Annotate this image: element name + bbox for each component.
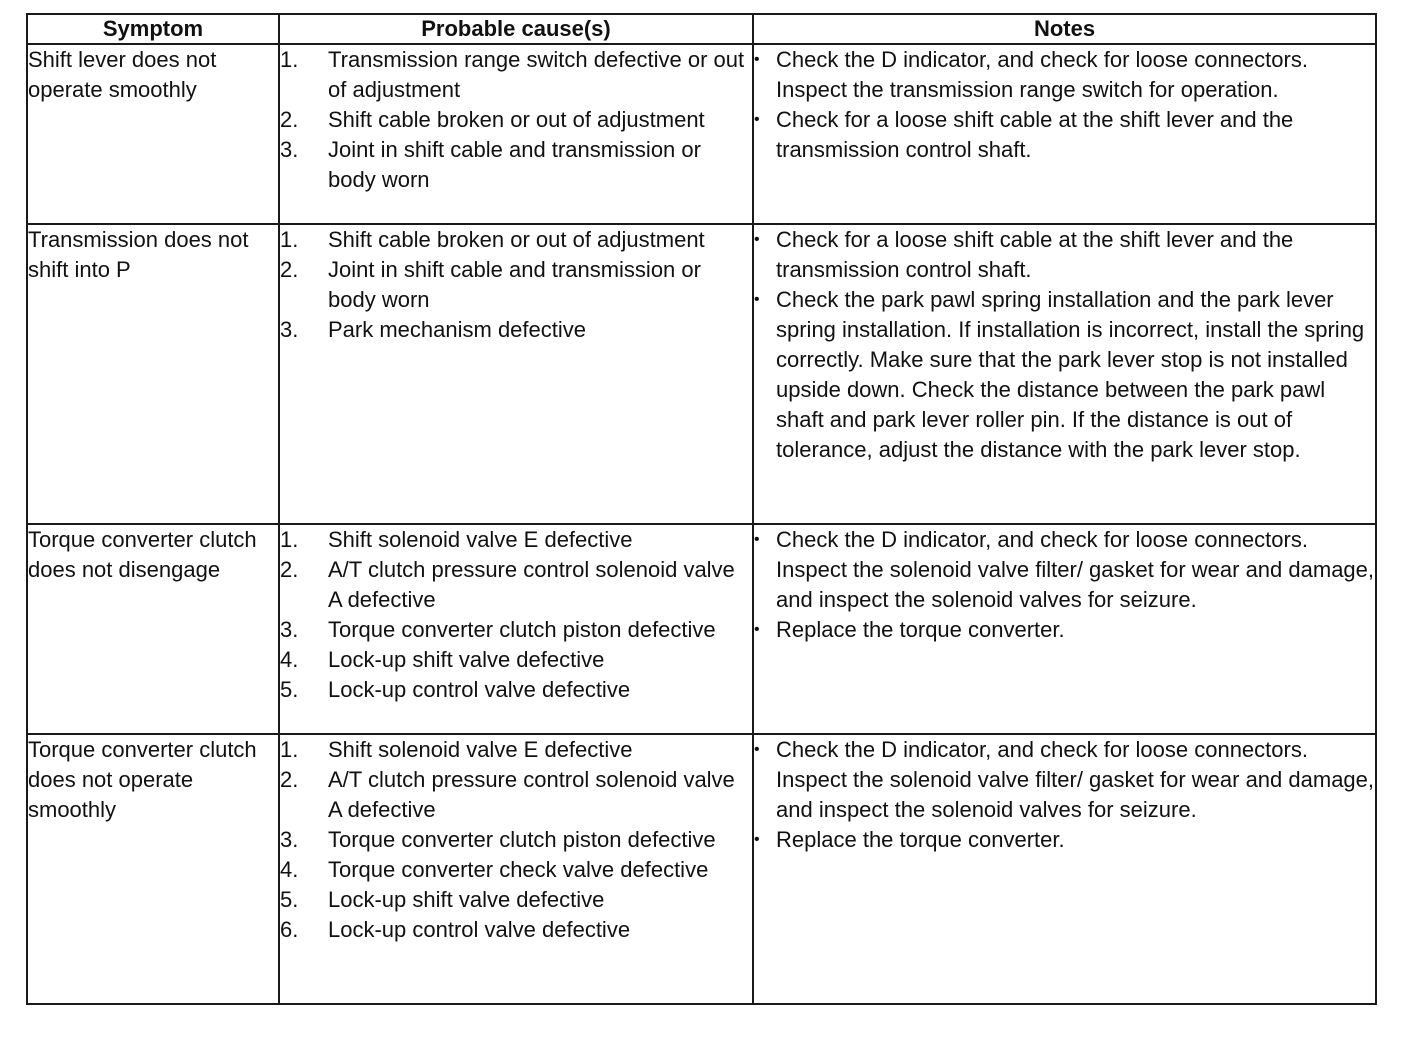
notes-list	[754, 225, 1375, 465]
cause-text: A/T clutch pressure control solenoid valve A defective	[328, 557, 735, 612]
notes-cell	[753, 734, 1376, 1004]
header-row	[27, 14, 1376, 44]
cause-item	[280, 225, 752, 255]
table-row	[27, 224, 1376, 524]
note-item	[754, 525, 1375, 615]
cause-number: 1.	[280, 227, 299, 252]
cause-item	[280, 645, 752, 675]
note-text: Check for a loose shift cable at the shift lever and the transmission control shaft.	[776, 107, 1294, 162]
table-row	[27, 524, 1376, 734]
symptom-cell: Shift lever does not operate smoothly	[27, 44, 279, 224]
cause-cell	[279, 524, 753, 734]
troubleshooting-table	[26, 13, 1377, 1005]
bullet-icon: •	[754, 621, 760, 638]
bullet-icon: •	[754, 831, 760, 848]
notes-cell	[753, 224, 1376, 524]
cause-text: Shift cable broken or out of adjustment	[328, 227, 705, 252]
header-cause: Probable cause(s)	[279, 14, 753, 44]
cause-item	[280, 555, 752, 615]
cause-list	[280, 225, 752, 345]
notes-list	[754, 735, 1375, 855]
cause-text: Torque converter clutch piston defective	[328, 617, 716, 642]
symptom-cell: Transmission does not shift into P	[27, 224, 279, 524]
symptom-cell: Torque converter clutch does not disengage	[27, 524, 279, 734]
cause-number: 4.	[280, 647, 299, 672]
symptom-cell: Torque converter clutch does not operate smoothly	[27, 734, 279, 1004]
cause-item	[280, 45, 752, 105]
cause-cell	[279, 224, 753, 524]
cause-number: 2.	[280, 107, 299, 132]
note-item	[754, 825, 1375, 855]
note-text: Check for a loose shift cable at the shift lever and the transmission control shaft.	[776, 227, 1294, 282]
cause-cell	[279, 734, 753, 1004]
bullet-icon: •	[754, 231, 760, 248]
cause-item	[280, 135, 752, 195]
cause-number: 2.	[280, 557, 299, 582]
cause-text: A/T clutch pressure control solenoid valve A defective	[328, 767, 735, 822]
cause-number: 3.	[280, 137, 299, 162]
header-symptom: Symptom	[27, 14, 279, 44]
note-text: Check the D indicator, and check for loose connectors. Inspect the solenoid valve filter/ gasket for wear and damage, and inspect the solenoid valves for seizure.	[776, 527, 1375, 612]
cause-list	[280, 45, 752, 195]
cause-number: 2.	[280, 767, 299, 792]
cause-item	[280, 615, 752, 645]
notes-cell	[753, 44, 1376, 224]
cause-item	[280, 675, 752, 705]
note-text: Check the park pawl spring installation and the park lever spring installation. If installation is incorrect, install the spring correctly. Make sure that the park lever stop is not installed upside down. Check the distance between the park pawl shaft and park lever roller pin. If the distance is out of tolerance, adjust the distance with the park lever stop.	[776, 287, 1365, 462]
cause-item	[280, 105, 752, 135]
cause-text: Torque converter clutch piston defective	[328, 827, 716, 852]
cause-text: Park mechanism defective	[328, 317, 586, 342]
note-item	[754, 105, 1375, 165]
cause-number: 1.	[280, 527, 299, 552]
cause-number: 1.	[280, 47, 299, 72]
bullet-icon: •	[754, 291, 760, 308]
cause-text: Shift cable broken or out of adjustment	[328, 107, 705, 132]
cause-text: Lock-up control valve defective	[328, 917, 631, 942]
note-text: Replace the torque converter.	[776, 827, 1065, 852]
cause-number: 2.	[280, 257, 299, 282]
cause-text: Shift solenoid valve E defective	[328, 737, 633, 762]
cause-text: Transmission range switch defective or out of adjustment	[328, 47, 745, 102]
note-item	[754, 285, 1375, 465]
note-text: Check the D indicator, and check for loose connectors. Inspect the transmission range switch for operation.	[776, 47, 1308, 102]
note-item	[754, 615, 1375, 645]
bullet-icon: •	[754, 531, 760, 548]
cause-number: 3.	[280, 617, 299, 642]
bullet-icon: •	[754, 741, 760, 758]
cause-item	[280, 765, 752, 825]
note-item	[754, 735, 1375, 825]
cause-text: Lock-up shift valve defective	[328, 887, 605, 912]
note-text: Check the D indicator, and check for loose connectors. Inspect the solenoid valve filter/ gasket for wear and damage, and inspect the solenoid valves for seizure.	[776, 737, 1375, 822]
cause-item	[280, 885, 752, 915]
table-row	[27, 734, 1376, 1004]
cause-number: 5.	[280, 677, 299, 702]
notes-list	[754, 525, 1375, 645]
note-item	[754, 45, 1375, 105]
cause-item	[280, 255, 752, 315]
notes-cell	[753, 524, 1376, 734]
bullet-icon: •	[754, 51, 760, 68]
cause-text: Joint in shift cable and transmission or body worn	[328, 137, 701, 192]
note-item	[754, 225, 1375, 285]
cause-item	[280, 315, 752, 345]
cause-number: 3.	[280, 827, 299, 852]
cause-number: 5.	[280, 887, 299, 912]
cause-number: 1.	[280, 737, 299, 762]
cause-text: Lock-up shift valve defective	[328, 647, 605, 672]
cause-text: Torque converter check valve defective	[328, 857, 709, 882]
header-notes: Notes	[753, 14, 1376, 44]
cause-text: Lock-up control valve defective	[328, 677, 631, 702]
cause-item	[280, 525, 752, 555]
table-row	[27, 44, 1376, 224]
cause-item	[280, 855, 752, 885]
cause-number: 6.	[280, 917, 299, 942]
bullet-icon: •	[754, 111, 760, 128]
cause-number: 4.	[280, 857, 299, 882]
cause-text: Joint in shift cable and transmission or body worn	[328, 257, 701, 312]
cause-list	[280, 525, 752, 705]
cause-item	[280, 735, 752, 765]
cause-text: Shift solenoid valve E defective	[328, 527, 633, 552]
cause-number: 3.	[280, 317, 299, 342]
notes-list	[754, 45, 1375, 165]
cause-cell	[279, 44, 753, 224]
cause-item	[280, 825, 752, 855]
cause-item	[280, 915, 752, 945]
note-text: Replace the torque converter.	[776, 617, 1065, 642]
cause-list	[280, 735, 752, 945]
